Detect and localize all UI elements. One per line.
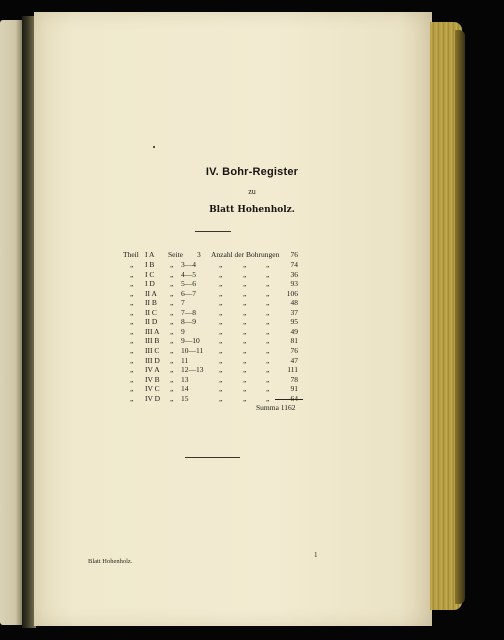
header-pages: 3 <box>197 250 201 259</box>
register-count: 106 <box>286 288 298 298</box>
ditto-mark: „ <box>219 317 223 327</box>
ditto-mark: „ <box>219 260 223 269</box>
sum-rule <box>275 399 303 400</box>
summa-label: Summa <box>256 403 279 412</box>
summa-value: 1162 <box>280 403 296 412</box>
register-pages: 7 <box>181 298 185 308</box>
ditto-mark: „ <box>243 374 247 384</box>
ditto-mark: „ <box>266 355 270 365</box>
ditto-mark: „ <box>219 365 223 375</box>
header-anzahl: Anzahl der Bohrungen <box>211 250 280 259</box>
title-connector: zu <box>248 187 256 196</box>
ditto-mark: „ <box>266 307 270 317</box>
ditto-mark: „ <box>170 326 174 336</box>
ditto-mark: „ <box>243 326 247 336</box>
register-pages: 12—13 <box>181 365 204 375</box>
register-part: III B <box>145 336 160 346</box>
register-part: IV B <box>145 374 160 384</box>
ditto-mark: „ <box>219 355 223 365</box>
ditto-mark: „ <box>130 384 134 394</box>
ditto-mark: „ <box>170 355 174 365</box>
ditto-mark: „ <box>243 355 247 365</box>
ditto-mark: „ <box>130 269 134 279</box>
register-count: 111 <box>287 365 298 375</box>
ditto-mark: „ <box>219 298 223 308</box>
ditto-mark: „ <box>170 260 174 269</box>
ditto-mark: „ <box>170 288 174 298</box>
register-part: I C <box>145 269 155 279</box>
ditto-mark: „ <box>243 288 247 298</box>
ditto-mark: „ <box>219 279 223 289</box>
ditto-mark: „ <box>219 384 223 394</box>
ditto-mark: „ <box>266 384 270 394</box>
ditto-mark: „ <box>170 374 174 384</box>
register-count: 81 <box>290 336 298 346</box>
ditto-mark: „ <box>219 345 223 355</box>
register-pages: 6—7 <box>181 288 196 298</box>
page-subtitle: Blatt Hohenholz. <box>209 205 295 215</box>
ditto-mark: „ <box>266 374 270 384</box>
register-pages: 9—10 <box>181 336 200 346</box>
ditto-mark: „ <box>170 307 174 317</box>
register-part: II C <box>145 307 157 317</box>
page-number: 1 <box>314 551 318 559</box>
register-pages: 13 <box>181 374 189 384</box>
ditto-mark: „ <box>130 298 134 308</box>
ditto-mark: „ <box>266 260 270 269</box>
ditto-mark: „ <box>219 326 223 336</box>
ditto-mark: „ <box>266 279 270 289</box>
footer-sheet-name: Blatt Hohenholz. <box>88 558 133 565</box>
header-part: I A <box>145 250 155 259</box>
register-count: 93 <box>290 279 298 289</box>
ditto-mark: „ <box>130 365 134 375</box>
register-part: III D <box>145 355 160 365</box>
ditto-mark: „ <box>130 307 134 317</box>
ditto-mark: „ <box>219 393 223 403</box>
ditto-mark: „ <box>219 269 223 279</box>
header-theil: Theil <box>123 250 139 259</box>
ditto-mark: „ <box>266 365 270 375</box>
register-count: 49 <box>290 326 298 336</box>
register-pages: 8—9 <box>181 317 196 327</box>
register-part: III C <box>145 345 160 355</box>
register-part: I D <box>145 279 155 289</box>
ditto-mark: „ <box>130 317 134 327</box>
register-part: III A <box>145 326 160 336</box>
register-pages: 11 <box>181 355 189 365</box>
register-count: 48 <box>290 298 298 308</box>
ditto-mark: „ <box>170 298 174 308</box>
ditto-mark: „ <box>243 393 247 403</box>
register-pages: 9 <box>181 326 185 336</box>
ditto-mark: „ <box>266 269 270 279</box>
ditto-mark: „ <box>130 355 134 365</box>
ditto-mark: „ <box>219 336 223 346</box>
ditto-mark: „ <box>266 298 270 308</box>
ditto-mark: „ <box>219 307 223 317</box>
ditto-mark: „ <box>266 336 270 346</box>
register-part: II D <box>145 317 158 327</box>
ditto-mark: „ <box>130 393 134 403</box>
ditto-mark: „ <box>266 288 270 298</box>
ditto-mark: „ <box>170 365 174 375</box>
ditto-mark: „ <box>170 317 174 327</box>
register-count: 91 <box>290 384 298 394</box>
register-count: 78 <box>290 374 298 384</box>
ditto-mark: „ <box>130 279 134 289</box>
ditto-mark: „ <box>130 288 134 298</box>
ditto-mark: „ <box>130 374 134 384</box>
register-count: 74 <box>290 260 298 269</box>
summa-line <box>256 403 296 412</box>
register-pages: 5—6 <box>181 279 196 289</box>
ditto-mark: „ <box>219 288 223 298</box>
register-count: 37 <box>290 307 298 317</box>
register-count: 95 <box>290 317 298 327</box>
register-pages: 7—8 <box>181 307 196 317</box>
ditto-mark: „ <box>130 345 134 355</box>
ditto-mark: „ <box>243 384 247 394</box>
ditto-mark: „ <box>170 345 174 355</box>
register-pages: 14 <box>181 384 189 394</box>
register-pages: 4—5 <box>181 269 196 279</box>
ditto-mark: „ <box>170 393 174 403</box>
ditto-mark: „ <box>266 345 270 355</box>
register-pages: 15 <box>181 393 189 403</box>
ditto-mark: „ <box>219 374 223 384</box>
ditto-mark: „ <box>243 269 247 279</box>
register-count: 47 <box>290 355 298 365</box>
register-count: 76 <box>290 345 298 355</box>
bottom-rule <box>185 457 240 458</box>
ditto-mark: „ <box>243 298 247 308</box>
ditto-mark: „ <box>243 279 247 289</box>
header-seite: Seite <box>168 250 183 259</box>
register-pages: 10—11 <box>181 345 204 355</box>
ditto-mark: „ <box>170 384 174 394</box>
ditto-mark: „ <box>170 269 174 279</box>
register-part: II A <box>145 288 157 298</box>
header-count: 76 <box>290 250 298 259</box>
ditto-mark: „ <box>266 317 270 327</box>
ditto-mark: „ <box>243 307 247 317</box>
register-part: IV C <box>145 384 160 394</box>
register-count: 36 <box>290 269 298 279</box>
ditto-mark: „ <box>170 336 174 346</box>
register-part: IV D <box>145 393 161 403</box>
ditto-mark: „ <box>243 345 247 355</box>
page-title: IV. Bohr-Register <box>205 166 299 178</box>
ditto-mark: „ <box>243 317 247 327</box>
register-part: I B <box>145 260 155 269</box>
ditto-mark: „ <box>266 393 270 403</box>
ditto-mark: „ <box>243 365 247 375</box>
ditto-mark: „ <box>243 336 247 346</box>
ditto-mark: „ <box>130 326 134 336</box>
ditto-mark: „ <box>243 260 247 269</box>
ditto-mark: „ <box>130 336 134 346</box>
ditto-mark: „ <box>266 326 270 336</box>
ditto-mark: „ <box>170 279 174 289</box>
register-pages: 3—4 <box>181 260 196 269</box>
ditto-mark: „ <box>130 260 134 269</box>
register-part: II B <box>145 298 157 308</box>
register-part: IV A <box>145 365 160 375</box>
